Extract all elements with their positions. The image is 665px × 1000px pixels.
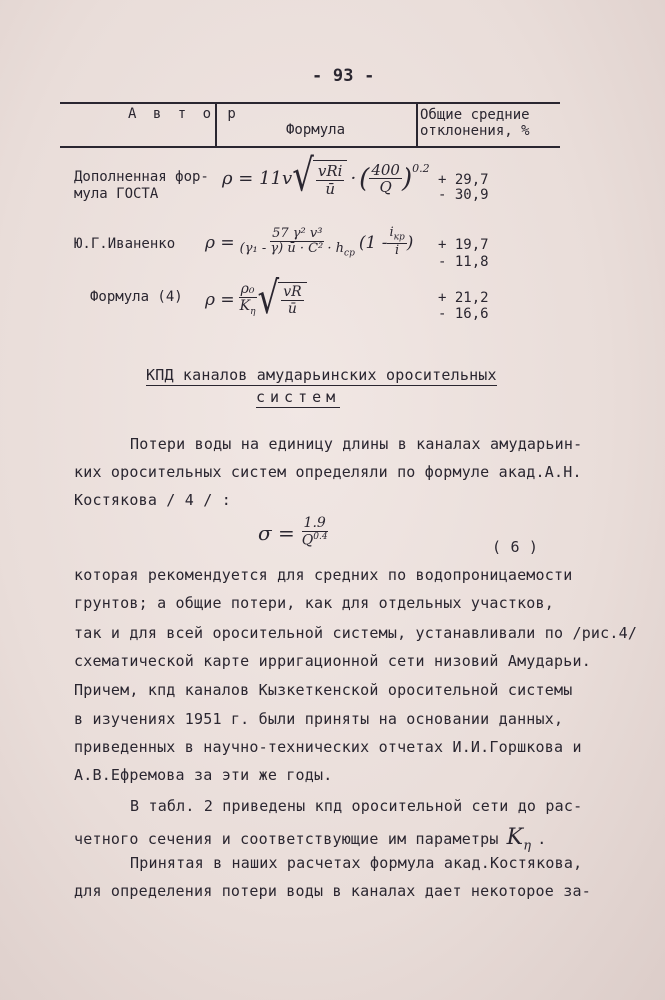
p2-line4: схематической карте ирригационной сети низовий Амударьи. bbox=[74, 652, 591, 670]
p3-line2: четного сечения и соответствующие им параметры $K_\eta$ . bbox=[74, 825, 547, 854]
equation-denominator-exp: 0.4 bbox=[313, 532, 328, 543]
header-deviation-line1: Общие средние bbox=[420, 107, 530, 123]
p2-line1: которая рекомендуется для средних по водопроницаемости bbox=[74, 566, 573, 584]
p1-line1: Потери воды на единицу длины в каналах амударьин- bbox=[130, 435, 583, 453]
row1-formula-lhs: ρ = 11v bbox=[222, 168, 293, 190]
equation-6 bbox=[258, 516, 330, 549]
header-author: А в т о р bbox=[128, 106, 240, 122]
p3-symbol: $K_\eta$ bbox=[506, 825, 532, 854]
section-title-line1: КПД каналов амударьинских оросительных bbox=[146, 366, 497, 384]
row2-denominator: (γ₁ - γ) ū · C² · h bbox=[239, 240, 345, 256]
row2-rest-open: (1 - bbox=[358, 232, 388, 253]
p1-line3: Костякова / 4 / : bbox=[74, 491, 231, 509]
row1-dev-minus: - 30,9 bbox=[438, 187, 489, 203]
row2-i-denominator: i bbox=[395, 243, 400, 259]
p2-line5: Причем, кпд каналов Кызкеткенской оросительной системы bbox=[74, 681, 573, 699]
row1-author-line1: Дополненная фор- bbox=[74, 169, 209, 185]
row3-formula-lhs: ρ = bbox=[205, 289, 235, 310]
row3-author: Формула (4) bbox=[90, 289, 183, 305]
row2-dev-plus: + 19,7 bbox=[438, 237, 489, 253]
equation-lhs: σ = bbox=[258, 520, 295, 545]
row3-sqrt-numerator: vR bbox=[283, 284, 302, 301]
p2-line2: грунтов; а общие потери, как для отдельных участков, bbox=[74, 594, 554, 612]
equation-number: ( 6 ) bbox=[492, 538, 539, 556]
row1-formula: ρ = 11v √ $\frac{\text{vRi}}{ū}$ · ( $\frac{400}{Q}$ ) $^{0.2}$ bbox=[222, 150, 430, 203]
row3-numerator: ρ₀ bbox=[240, 281, 255, 297]
row3-denominator: K bbox=[239, 298, 251, 315]
row2-formula bbox=[205, 226, 413, 259]
row1-formula-sqrt: √ $\frac{\text{vRi}}{ū}$ bbox=[292, 160, 347, 198]
row1-sqrt-denominator: ū bbox=[325, 179, 335, 198]
row1-sqrt-numerator: vRi bbox=[317, 162, 343, 180]
row3-dev-plus: + 21,2 bbox=[438, 290, 489, 306]
p1-line2: ких оросительных систем определяли по формуле акад.А.Н. bbox=[74, 463, 582, 481]
p2-line7: приведенных в научно-технических отчетах И.И.Горшкова и bbox=[74, 738, 582, 756]
row1-dev-plus: + 29,7 bbox=[438, 172, 489, 188]
p2-line3: так и для всей оросительной системы, устанавливали по /рис.4/ bbox=[74, 624, 638, 642]
table-divider-2 bbox=[416, 102, 418, 147]
row2-denominator-sub: ср bbox=[344, 248, 355, 259]
p4-line2: для определения потери воды в каналах дает некоторое за- bbox=[74, 882, 591, 900]
row2-i-numerator: i bbox=[389, 225, 394, 240]
row2-formula-lhs: ρ = bbox=[205, 232, 235, 253]
row1-exponent: 0.2 bbox=[412, 162, 430, 175]
p3-line1: В табл. 2 приведены кпд оросительной сети до рас- bbox=[130, 797, 583, 815]
p2-line6: в изучениях 1951 г. были приняты на основании данных, bbox=[74, 710, 564, 728]
row3-formula bbox=[205, 272, 307, 325]
row3-formula-sqrt: √ $\frac{vR}{ū}$ bbox=[258, 282, 307, 317]
equation-denominator: Q bbox=[301, 533, 314, 550]
table-header-bottom-rule bbox=[60, 146, 560, 148]
row1-dot: · bbox=[350, 168, 357, 190]
equation-numerator: 1.9 bbox=[303, 515, 326, 531]
header-formula: Формула bbox=[286, 122, 346, 138]
section-title-line2: систем bbox=[256, 388, 341, 406]
row1-author-line2: мула ГОСТА bbox=[74, 186, 159, 202]
row1-paren-denominator: Q bbox=[379, 178, 392, 196]
row1-paren-numerator: 400 bbox=[371, 160, 400, 179]
page-number: - 93 - bbox=[312, 66, 375, 86]
row2-dev-minus: - 11,8 bbox=[438, 254, 489, 270]
row2-numerator: 57 γ² v³ bbox=[272, 225, 323, 241]
row2-rest-close: ) bbox=[406, 232, 414, 253]
row3-sqrt-denominator: ū bbox=[287, 301, 297, 318]
row2-author: Ю.Г.Иваненко bbox=[74, 236, 176, 252]
p2-line8: А.В.Ефремова за эти же годы. bbox=[74, 766, 333, 784]
row2-i-numerator-sub: кр bbox=[393, 232, 405, 243]
row3-dev-minus: - 16,6 bbox=[438, 306, 489, 322]
header-deviation-line2: отклонения, % bbox=[420, 123, 530, 139]
p4-line1: Принятая в наших расчетах формула акад.Костякова, bbox=[130, 854, 583, 872]
table-top-rule bbox=[60, 102, 560, 104]
row3-denominator-sub: η bbox=[250, 307, 256, 318]
